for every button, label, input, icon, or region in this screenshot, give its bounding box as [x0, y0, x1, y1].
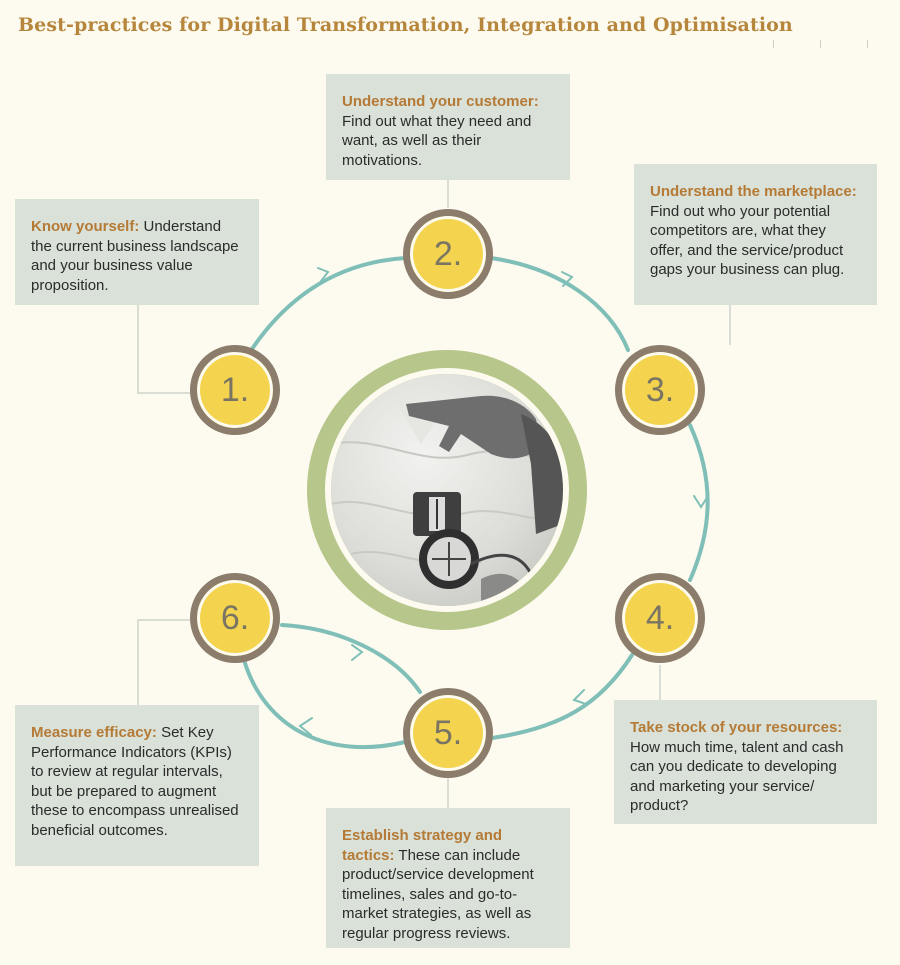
step-3-box: [634, 164, 877, 305]
connector-6: [138, 620, 192, 705]
step-3-text: Find out who your potential competitors are, what they offer, and the service/product gaps your business can plug.: [650, 202, 845, 278]
step-4-heading: Take stock of your resources:: [630, 719, 843, 736]
step-1-heading: Know yourself:: [31, 218, 140, 235]
step-4-number: 4.: [615, 573, 705, 663]
page-title: Best-practices for Digital Transformation, Integration and Optimisation: [18, 14, 793, 36]
step-1-box: [15, 199, 259, 305]
step-5-box: [326, 808, 570, 948]
step-3-heading: Understand the marketplace:: [650, 183, 857, 200]
compass-map-photo: [331, 374, 563, 606]
step-6-number: 6.: [190, 573, 280, 663]
step-2-text: Find out what they need and want, as well as their motivations.: [342, 112, 532, 169]
step-4-box: [614, 700, 877, 824]
step-2-box: [326, 74, 570, 180]
step-5-number: 5.: [403, 688, 493, 778]
step-4-text: How much time, talent and cash can you dedicate to developing and marketing your service/ product?: [630, 738, 844, 814]
connector-1: [138, 305, 192, 393]
step-6-box: [15, 705, 259, 866]
compass-icon: [331, 374, 563, 606]
arc-5-6: [244, 660, 405, 747]
step-6-text: Set Key Performance Indicators (KPIs) to review at regular intervals, but be prepared to augment these to encompass unrealised beneficial outcomes.: [31, 724, 239, 839]
step-1-number: 1.: [190, 345, 280, 435]
arc-6-5: [282, 625, 420, 692]
step-3-number: 3.: [615, 345, 705, 435]
arc-2-3: [491, 258, 628, 350]
arrow-head-6: [352, 645, 362, 660]
arc-4-5: [492, 655, 632, 738]
step-1-text: Understand the current business landscape and your business value proposition.: [31, 218, 239, 294]
step-5-text: These can include product/service development timelines, sales and go-to-market strategies, as well as regular progress reviews.: [342, 846, 534, 942]
step-2-heading: Understand your customer:: [342, 93, 539, 110]
step-2-number: 2.: [403, 209, 493, 299]
arrow-head-4: [574, 690, 586, 704]
step-6-heading: Measure efficacy:: [31, 724, 157, 741]
step-5-heading: Establish strategy and tactics:: [342, 827, 503, 864]
